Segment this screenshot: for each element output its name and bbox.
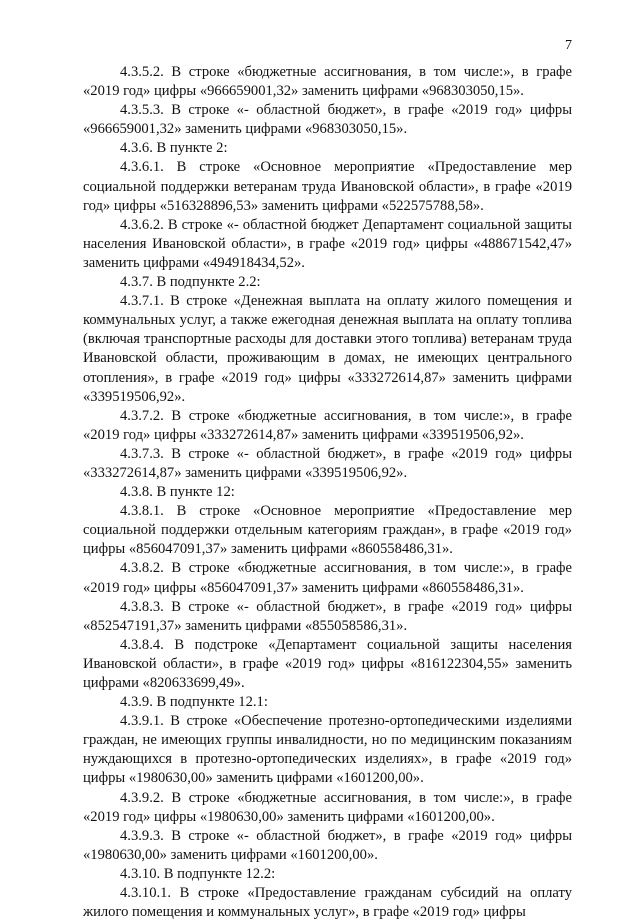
paragraph-4-3-8-2: 4.3.8.2. В строке «бюджетные ассигнования, в том числе:», в графе «2019 год» цифры «856047091,37» заменить цифрами «860558486,31». (83, 560, 572, 596)
paragraph-4-3-6-1: 4.3.6.1. В строке «Основное мероприятие «Предоставление мер социальной поддержки ветеранам труда Ивановской области», в графе «2019 год» цифры «516328896,53» заменить цифрами «522575788,58». (83, 159, 572, 214)
paragraph-4-3-7-2: 4.3.7.2. В строке «бюджетные ассигнования, в том числе:», в графе «2019 год» цифры «333272614,87» заменить цифрами «339519506,92». (83, 407, 572, 443)
paragraph-4-3-8-4: 4.3.8.4. В подстроке «Департамент социальной защиты населения Ивановской области», в графе «2019 год» цифры «816122304,55» заменить цифрами «820633699,49». (83, 636, 572, 691)
paragraph-4-3-9: 4.3.9. В подпункте 12.1: (120, 694, 268, 711)
paragraph-4-3-10: 4.3.10. В подпункте 12.2: (120, 865, 276, 882)
paragraph-4-3-9-3: 4.3.9.3. В строке «- областной бюджет», в графе «2019 год» цифры «1980630,00» заменить цифрами «1601200,00». (83, 827, 572, 863)
paragraph-4-3-7-3: 4.3.7.3. В строке «- областной бюджет», в графе «2019 год» цифры «333272614,87» заменить цифрами «339519506,92». (83, 445, 572, 481)
paragraph-4-3-6-2: 4.3.6.2. В строке «- областной бюджет Департамент социальной защиты населения Ивановской области», в графе «2019 год» цифры «488671542,47» заменить цифрами «494918434,52». (83, 216, 572, 271)
page-number: 7 (565, 38, 572, 53)
paragraph-4-3-7-1: 4.3.7.1. В строке «Денежная выплата на оплату жилого помещения и коммунальных услуг, а также ежегодная денежная выплата на оплату топлива (включая транспортные расходы для доставки этого топлива) ветеранам труда Ивановской области, проживающим в домах, не имеющих центрального отопления», в графе «2019 год» цифры «333272614,87» заменить цифрами «339519506,92». (83, 293, 572, 405)
paragraph-4-3-10-1: 4.3.10.1. В строке «Предоставление гражданам субсидий на оплату жилого помещения и коммунальных услуг», в графе «2019 год» цифры (83, 885, 572, 921)
paragraph-4-3-5-3: 4.3.5.3. В строке «- областной бюджет», в графе «2019 год» цифры «966659001,32» заменить цифрами «968303050,15». (83, 102, 572, 138)
paragraph-4-3-8: 4.3.8. В пункте 12: (120, 484, 235, 501)
paragraph-4-3-5-2: 4.3.5.2. В строке «бюджетные ассигнования, в том числе:», в графе «2019 год» цифры «966659001,32» заменить цифрами «968303050,15». (83, 64, 572, 100)
paragraph-4-3-9-1: 4.3.9.1. В строке «Обеспечение протезно-ортопедическими изделиями граждан, не имеющих группы инвалидности, но по медицинским показаниям нуждающихся в протезно-ортопедических изделиях», в графе «2019 год» цифры «1980630,00» заменить цифрами «1601200,00». (83, 713, 572, 787)
paragraph-4-3-9-2: 4.3.9.2. В строке «бюджетные ассигнования, в том числе:», в графе «2019 год» цифры «1980630,00» заменить цифрами «1601200,00». (83, 789, 572, 825)
paragraph-4-3-7: 4.3.7. В подпункте 2.2: (120, 274, 261, 291)
document-body (83, 63, 572, 922)
paragraph-4-3-6: 4.3.6. В пункте 2: (120, 140, 228, 157)
paragraph-4-3-8-1: 4.3.8.1. В строке «Основное мероприятие «Предоставление мер социальной поддержки отдельным категориям граждан», в графе «2019 год» цифры «856047091,37» заменить цифрами «860558486,31». (83, 503, 572, 558)
paragraph-4-3-8-3: 4.3.8.3. В строке «- областной бюджет», в графе «2019 год» цифры «852547191,37» заменить цифрами «855058586,31». (83, 598, 572, 634)
